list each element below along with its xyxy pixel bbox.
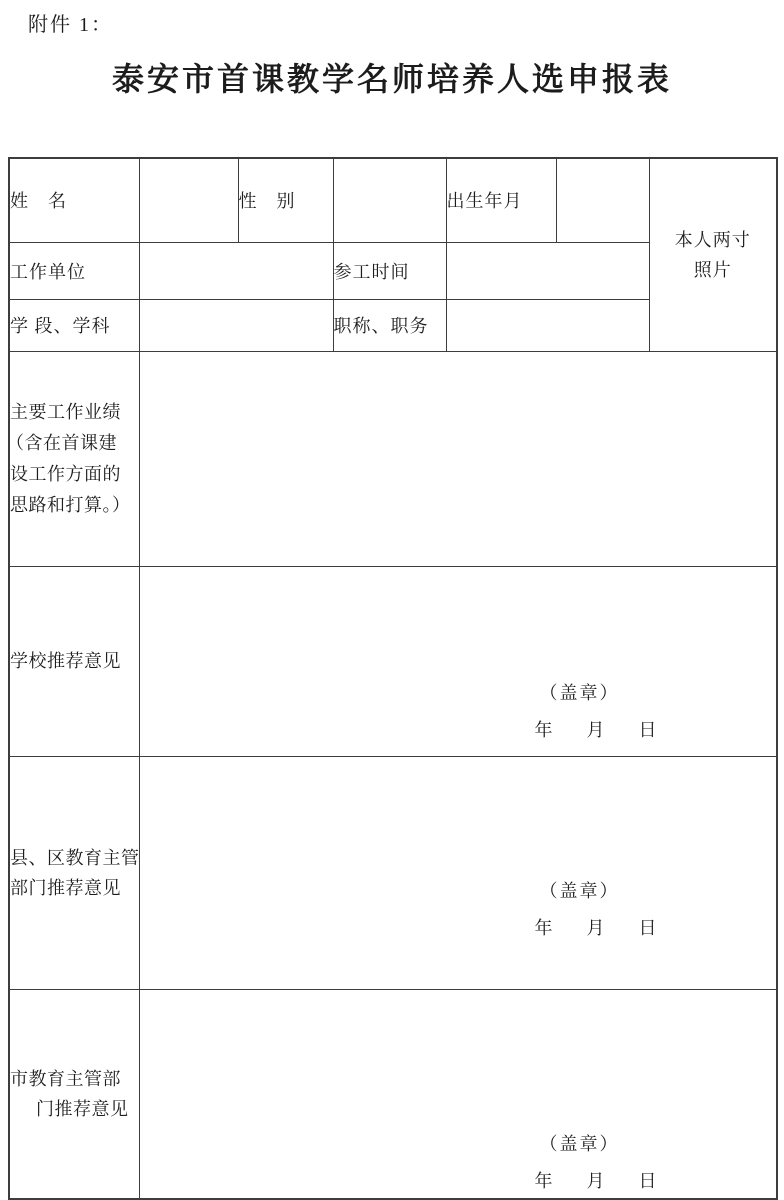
achievements-label (6, 351, 139, 566)
achievements-label-line3: 设工作方面的 (10, 463, 121, 484)
county-opinion-label-line1: 县、区教育主管 (10, 847, 140, 868)
application-form-table (8, 157, 778, 1200)
gender-value-cell[interactable] (333, 158, 446, 242)
birth-date-value-cell[interactable] (556, 158, 649, 242)
achievements-label-line2: （含在首课建 (6, 432, 117, 453)
school-seal-label: （盖章） (539, 682, 620, 703)
title-position-label: 职称、职务 (333, 299, 446, 351)
city-seal-block (534, 1130, 658, 1193)
title-position-value-cell[interactable] (446, 299, 649, 351)
city-opinion-label-line2: 门推荐意见 (36, 1098, 129, 1119)
photo-label-line2: 照片 (693, 259, 732, 280)
birth-date-label: 出生年月 (446, 158, 556, 242)
school-date-label: 年 月 日 (534, 719, 658, 740)
school-opinion-label-line1: 学校推荐意见 (10, 651, 121, 671)
work-start-value-cell[interactable] (446, 242, 649, 299)
county-date-label: 年 月 日 (534, 917, 658, 938)
county-seal-label: （盖章） (539, 880, 620, 901)
photo-placeholder-cell[interactable] (649, 158, 777, 351)
work-unit-value-cell[interactable] (139, 242, 333, 299)
city-opinion-content-cell[interactable] (139, 989, 777, 1199)
city-opinion-label (9, 989, 139, 1199)
row-county-opinion (9, 756, 777, 989)
name-label: 姓 名 (9, 158, 139, 242)
county-opinion-content-cell[interactable] (139, 756, 777, 989)
county-seal-block (534, 877, 658, 940)
city-seal-label: （盖章） (539, 1133, 620, 1154)
attachment-label: 附件 1： (28, 14, 113, 36)
county-opinion-label (9, 756, 139, 989)
photo-label-line1: 本人两寸 (674, 229, 751, 250)
achievements-label-line1: 主要工作业绩 (10, 401, 121, 422)
school-opinion-content-cell[interactable] (139, 566, 777, 756)
city-opinion-label-line1: 市教育主管部 (10, 1068, 121, 1089)
stage-subject-label: 学 段、学科 (9, 299, 139, 351)
school-seal-block (534, 679, 658, 742)
city-date-label: 年 月 日 (534, 1170, 658, 1191)
school-opinion-label (9, 566, 139, 756)
achievements-label-line4: 思路和打算。） (10, 494, 131, 515)
row-achievements (9, 351, 777, 566)
work-start-label: 参工时间 (333, 242, 446, 299)
row-basic-info-1 (9, 158, 777, 242)
achievements-content-cell[interactable] (139, 351, 777, 566)
stage-subject-value-cell[interactable] (139, 299, 333, 351)
county-opinion-label-line2: 部门推荐意见 (10, 877, 121, 898)
page-title: 泰安市首课教学名师培养人选申报表 (111, 61, 672, 97)
name-value-cell[interactable] (139, 158, 238, 242)
gender-label: 性 别 (238, 158, 333, 242)
row-city-opinion (9, 989, 777, 1199)
row-school-opinion (9, 566, 777, 756)
work-unit-label: 工作单位 (9, 242, 139, 299)
